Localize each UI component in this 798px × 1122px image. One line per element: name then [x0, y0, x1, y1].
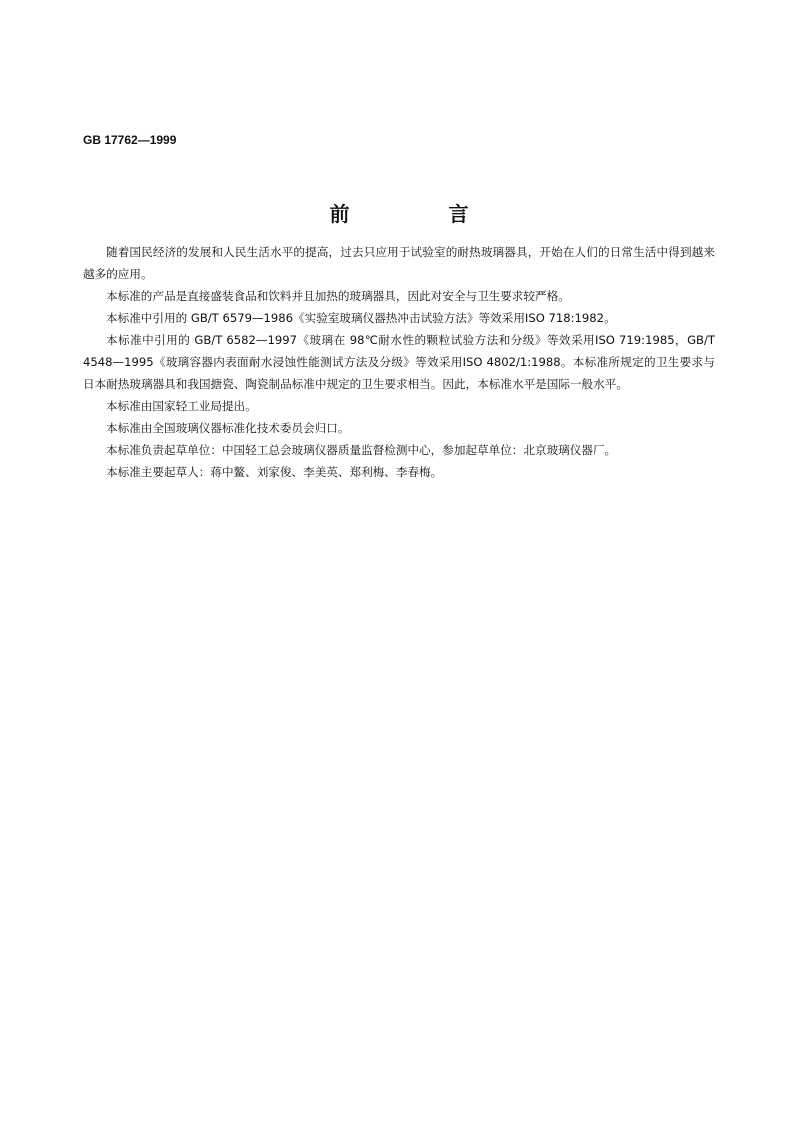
- paragraph-reference-gbt6582: 本标准中引用的 GB/T 6582—1997《玻璃在 98℃耐水性的颗粒试验方法和分级》等效采用ISO 719:1985，GB/T 4548—1995《玻璃容器内表面耐水浸蚀性能测试方法及分级》等效采用ISO 4802/1:1988。本标准所规定的卫生要求与日本耐热玻璃器具和我国搪瓷、陶瓷制品标准中规定的卫生要求相当。因此，本标准水平是国际一般水平。: [83, 333, 715, 391]
- foreword-body: [83, 241, 715, 483]
- paragraph-reference-gbt6579: 本标准中引用的 GB/T 6579—1986《实验室玻璃仪器热冲击试验方法》等效采用ISO 718:1982。: [106, 311, 616, 325]
- standard-code: GB 17762—1999: [83, 133, 177, 147]
- paragraph-committee: 本标准由全国玻璃仪器标准化技术委员会归口。: [106, 421, 350, 435]
- paragraph-drafters: 本标准主要起草人：蒋中鳌、刘家俊、李美英、郑利梅、李春梅。: [106, 465, 443, 479]
- paragraph-drafting-units: 本标准负责起草单位：中国轻工总会玻璃仪器质量监督检测中心，参加起草单位：北京玻璃仪器厂。: [106, 443, 617, 457]
- paragraph-safety: 本标准的产品是直接盛装食品和饮料并且加热的玻璃器具，因此对安全与卫生要求较严格。: [106, 289, 570, 303]
- paragraph-background: 随着国民经济的发展和人民生活水平的提高，过去只应用于试验室的耐热玻璃器具，开始在人们的日常生活中得到越来越多的应用。: [83, 245, 715, 281]
- section-title: 前 言: [329, 202, 515, 226]
- paragraph-proposer: 本标准由国家轻工业局提出。: [106, 399, 257, 413]
